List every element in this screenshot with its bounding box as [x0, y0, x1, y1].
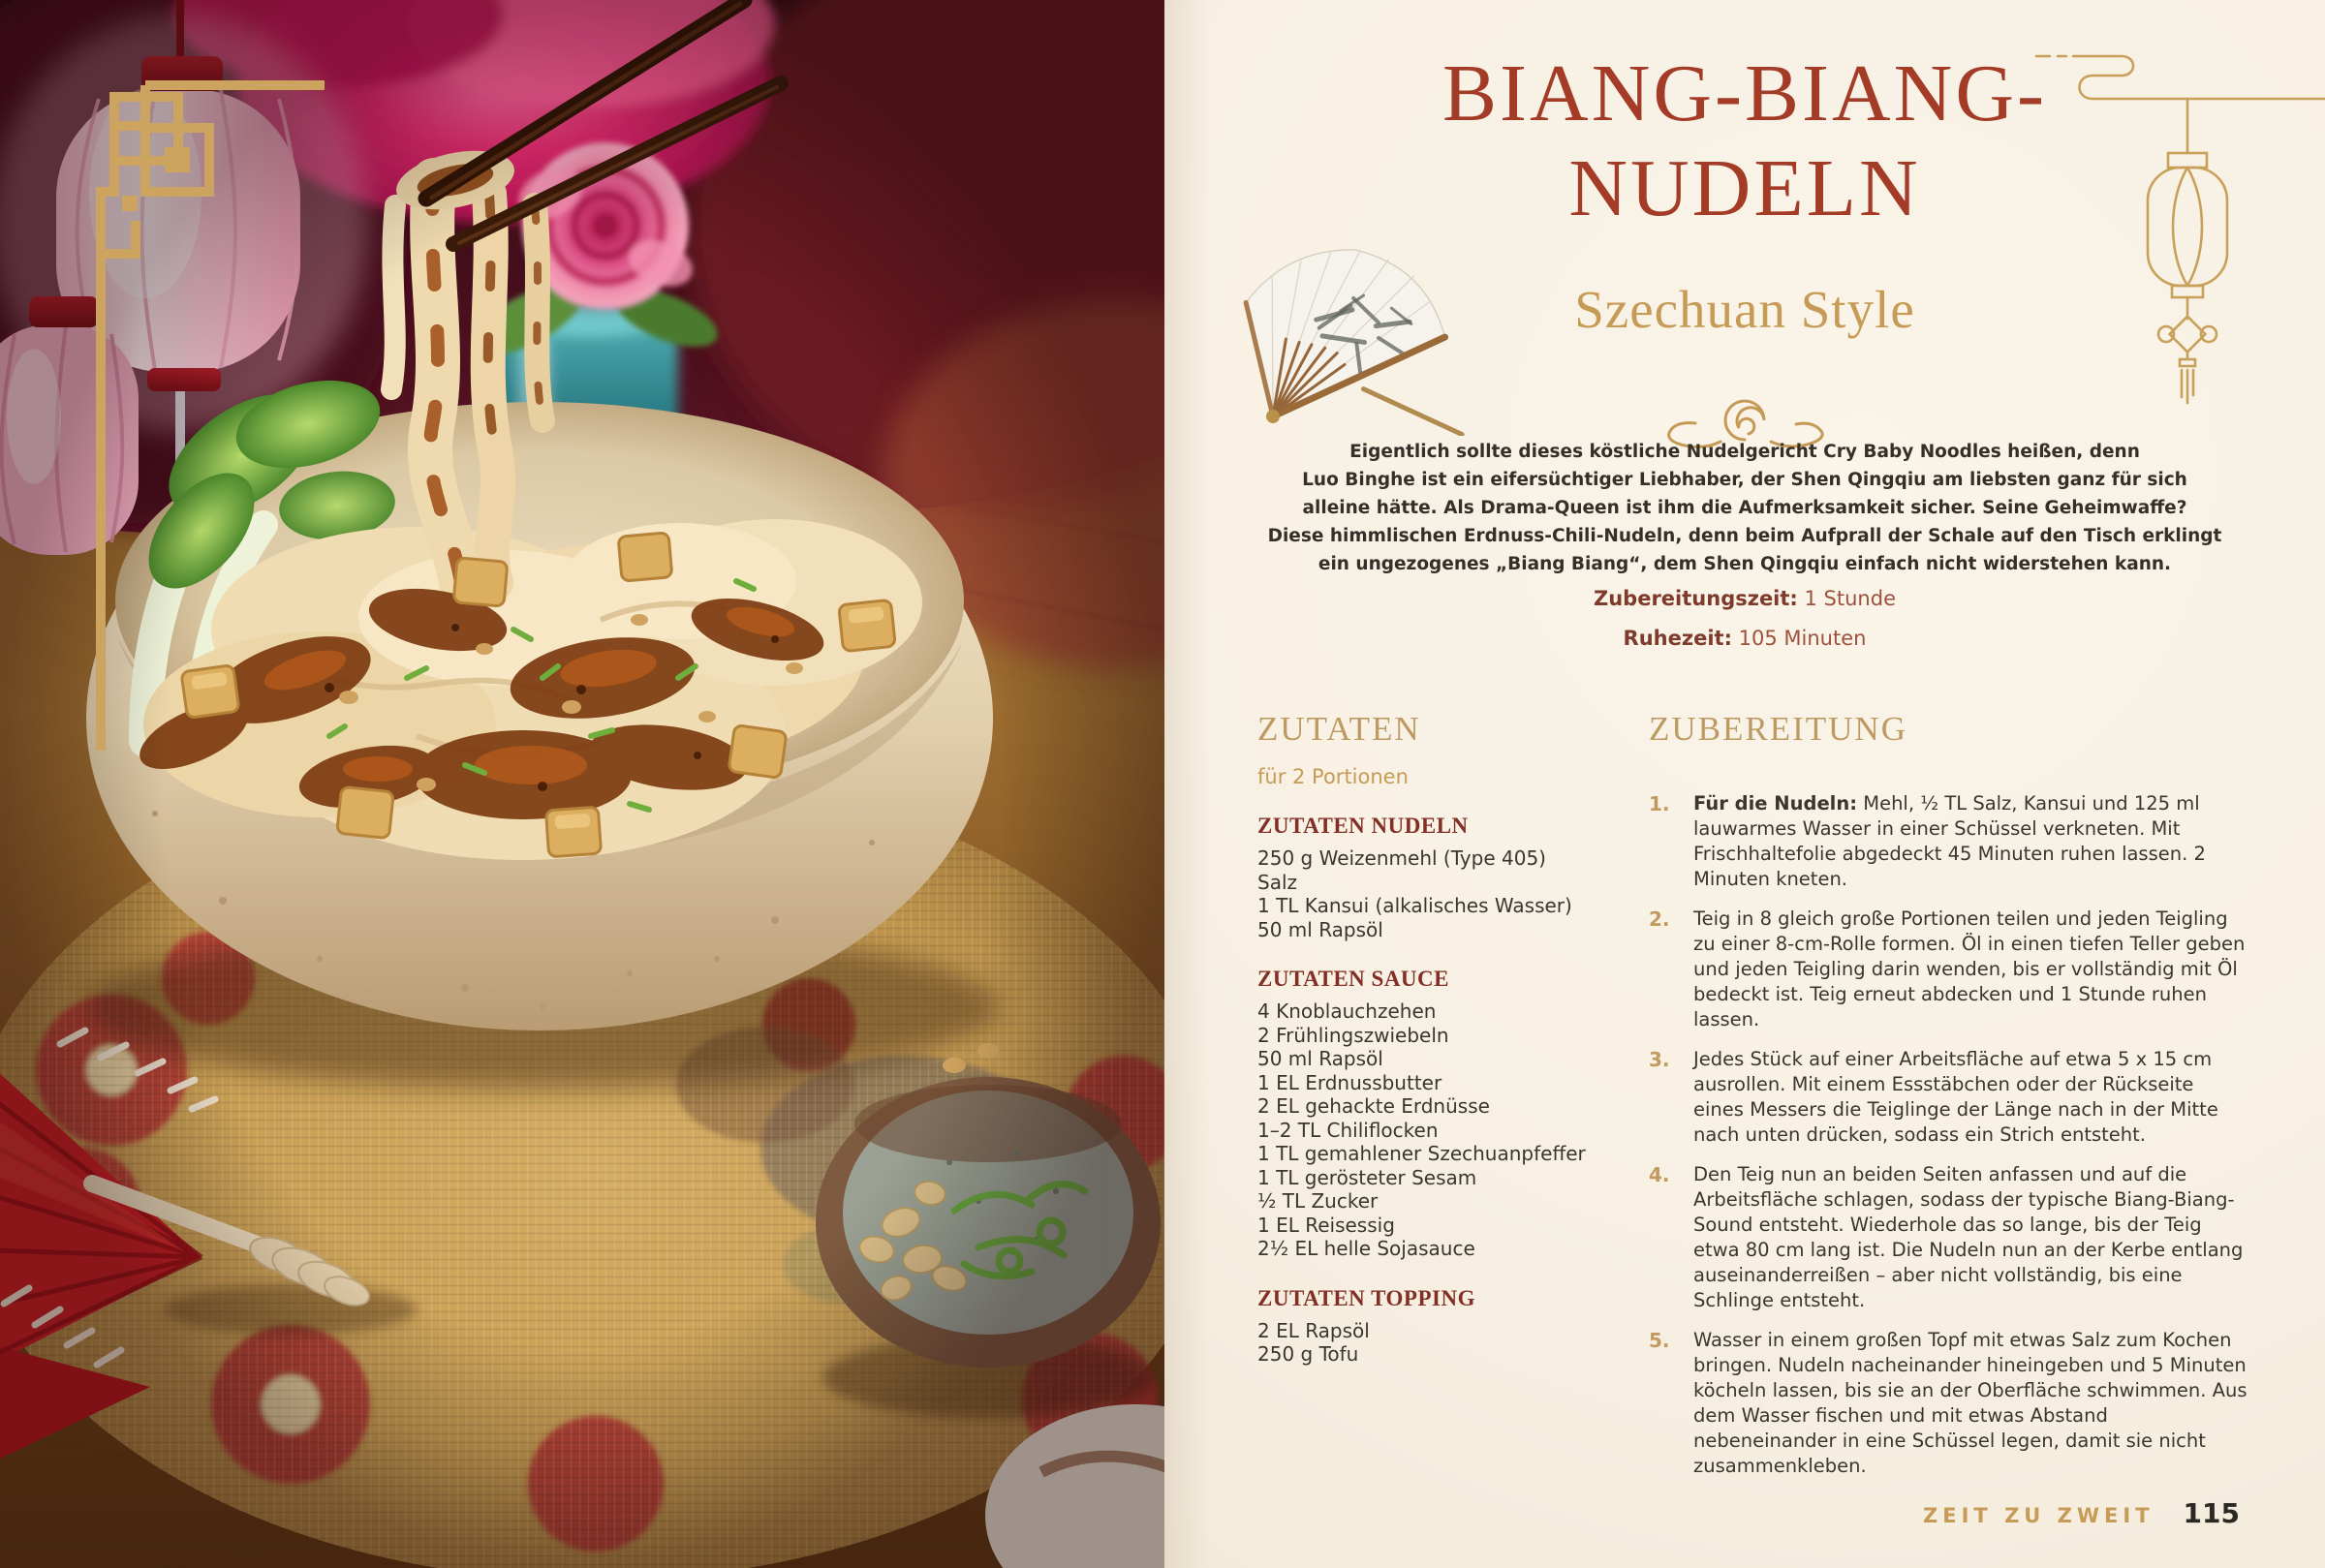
step-body: Mehl, ½ TL Salz, Kansui und 125 ml lauwarmes Wasser in einer Schüssel verkneten. Mit Frischhaltefolie abgedeckt 45 Minuten ruhen lassen. 2 Minuten kneten. [1693, 792, 2206, 890]
step-number: 5. [1649, 1329, 1670, 1352]
preparation-step [1649, 1328, 2248, 1479]
step-text [1693, 1047, 2248, 1148]
ingredient-item: 1 TL gemahlener Szechuanpfeffer [1257, 1142, 1586, 1165]
ingredient-item: 50 ml Rapsöl [1257, 1047, 1383, 1070]
rest-time [1164, 627, 2325, 650]
rest-time-value: 105 Minuten [1738, 627, 1867, 650]
step-lead: Für die Nudeln: [1693, 792, 1858, 815]
preparation-step [1649, 791, 2248, 892]
prep-time-label: Zubereitungszeit: [1594, 587, 1798, 610]
page-footer [1923, 1497, 2240, 1529]
ingredient-item: 4 Knoblauchzehen [1257, 999, 1437, 1023]
ingredient-item: 1–2 TL Chiliflocken [1257, 1118, 1439, 1142]
preparation-step [1649, 1047, 2248, 1148]
ingredient-group-heading: ZUTATEN TOPPING [1257, 1285, 1475, 1310]
step-number: 3. [1649, 1048, 1670, 1071]
ingredient-item: 2½ EL helle Sojasauce [1257, 1237, 1475, 1260]
servings-note: für 2 Portionen [1257, 765, 1409, 788]
prep-time [1164, 587, 2325, 610]
intro-line: Diese himmlischen Erdnuss-Chili-Nudeln, denn beim Aufprall der Schale auf den Tisch erklingt [1267, 526, 2222, 546]
ingredient-group-nudeln [1257, 814, 1645, 941]
ingredient-item: 250 g Weizenmehl (Type 405) [1257, 846, 1546, 870]
ingredient-item: 2 EL gehackte Erdnüsse [1257, 1094, 1490, 1118]
paper-fan-icon [1224, 223, 1467, 436]
ingredient-item: 2 EL Rapsöl [1257, 1318, 1370, 1342]
ingredients-column [1257, 710, 1645, 1367]
recipe-subtitle: Szechuan Style [1574, 280, 1915, 339]
page-number: 115 [2183, 1497, 2240, 1529]
recipe-title-line2: NUDELN [1568, 143, 1921, 233]
step-body: Jedes Stück auf einer Arbeitsfläche auf etwa 5 x 15 cm ausrollen. Mit einem Essstäbchen oder der Rückseite eines Messers die Teiglinge der Länge nach in der Mitte nach unten drücken, sodass ein Strich entsteht. [1693, 1048, 2218, 1146]
step-body: Teig in 8 gleich große Portionen teilen und jeden Teigling zu einer 8-cm-Rolle formen. Öl in einen tiefen Teller geben und jeden Teigling darin wenden, bis er vollständig mit Öl bedeckt ist. Teig erneut abdecken und 1 Stunde ruhen lassen. [1693, 907, 2246, 1030]
ingredient-group-sauce [1257, 967, 1645, 1261]
step-text [1693, 1328, 2248, 1479]
preparation-column [1649, 710, 2248, 1479]
ingredient-item: 50 ml Rapsöl [1257, 917, 1383, 941]
step-number: 1. [1649, 792, 1670, 815]
ingredient-group-heading: ZUTATEN SAUCE [1257, 967, 1449, 991]
chapter-label: ZEIT ZU ZWEIT [1923, 1504, 2154, 1527]
ingredient-item: Salz [1257, 870, 1298, 894]
step-text [1693, 791, 2248, 892]
ingredient-item: 250 g Tofu [1257, 1342, 1359, 1366]
preparation-step [1649, 907, 2248, 1032]
step-text [1693, 907, 2248, 1032]
step-body: Wasser in einem großen Topf mit etwas Salz zum Kochen bringen. Nudeln nacheinander hineingeben und 5 Minuten köcheln lassen, bis sie an der Oberfläche schwimmen. Aus dem Wasser fischen und mit etwas Abstand nebeneinander in eine Schüssel legen, damit sie nicht zusammenkleben. [1693, 1329, 2248, 1477]
recipe-page [1164, 0, 2325, 1568]
ingredient-item: 1 TL gerösteter Sesam [1257, 1165, 1477, 1189]
step-number: 4. [1649, 1163, 1670, 1186]
preparation-heading: ZUBEREITUNG [1649, 710, 1907, 748]
ingredient-item: 1 TL Kansui (alkalisches Wasser) [1257, 894, 1572, 917]
time-info [1164, 587, 2325, 666]
intro-paragraph [1164, 438, 2325, 578]
intro-line: Eigentlich sollte dieses köstliche Nudelgericht Cry Baby Noodles heißen, denn [1349, 442, 2140, 462]
step-text [1693, 1162, 2248, 1313]
step-body: Den Teig nun an beiden Seiten anfassen und auf die Arbeitsfläche schlagen, sodass der typische Biang-Biang-Sound entsteht. Wiederhole das so lange, bis der Teig etwa 80 cm lang ist. Die Nudeln nun an der Kerbe entlang auseinanderreißen – aber nicht vollständig, bis eine Schlinge entsteht. [1693, 1163, 2244, 1311]
preparation-step [1649, 1162, 2248, 1313]
ingredient-item: 1 EL Reisessig [1257, 1213, 1395, 1237]
recipe-title [1164, 46, 2325, 236]
intro-line: ein ungezogenes „Biang Biang“, dem Shen Qingqiu einfach nicht widerstehen kann. [1318, 554, 2172, 574]
ingredient-group-heading: ZUTATEN NUDELN [1257, 814, 1469, 838]
ingredient-item: 1 EL Erdnussbutter [1257, 1070, 1442, 1094]
step-number: 2. [1649, 907, 1670, 931]
ingredient-item: ½ TL Zucker [1257, 1189, 1379, 1213]
ingredient-group-topping [1257, 1286, 1645, 1367]
ingredient-item: 2 Frühlingszwiebeln [1257, 1023, 1449, 1047]
prep-time-value: 1 Stunde [1804, 587, 1896, 610]
intro-line: alleine hätte. Als Drama-Queen ist ihm die Aufmerksamkeit sicher. Seine Geheimwaffe? [1302, 498, 2187, 518]
recipe-title-line1: BIANG-BIANG- [1442, 48, 2047, 138]
rest-time-label: Ruhezeit: [1623, 627, 1732, 650]
preparation-steps [1649, 791, 2248, 1479]
ingredients-heading: ZUTATEN [1257, 710, 1421, 748]
intro-line: Luo Binghe ist ein eifersüchtiger Liebhaber, der Shen Qingqiu am liebsten ganz für sich [1302, 470, 2187, 490]
